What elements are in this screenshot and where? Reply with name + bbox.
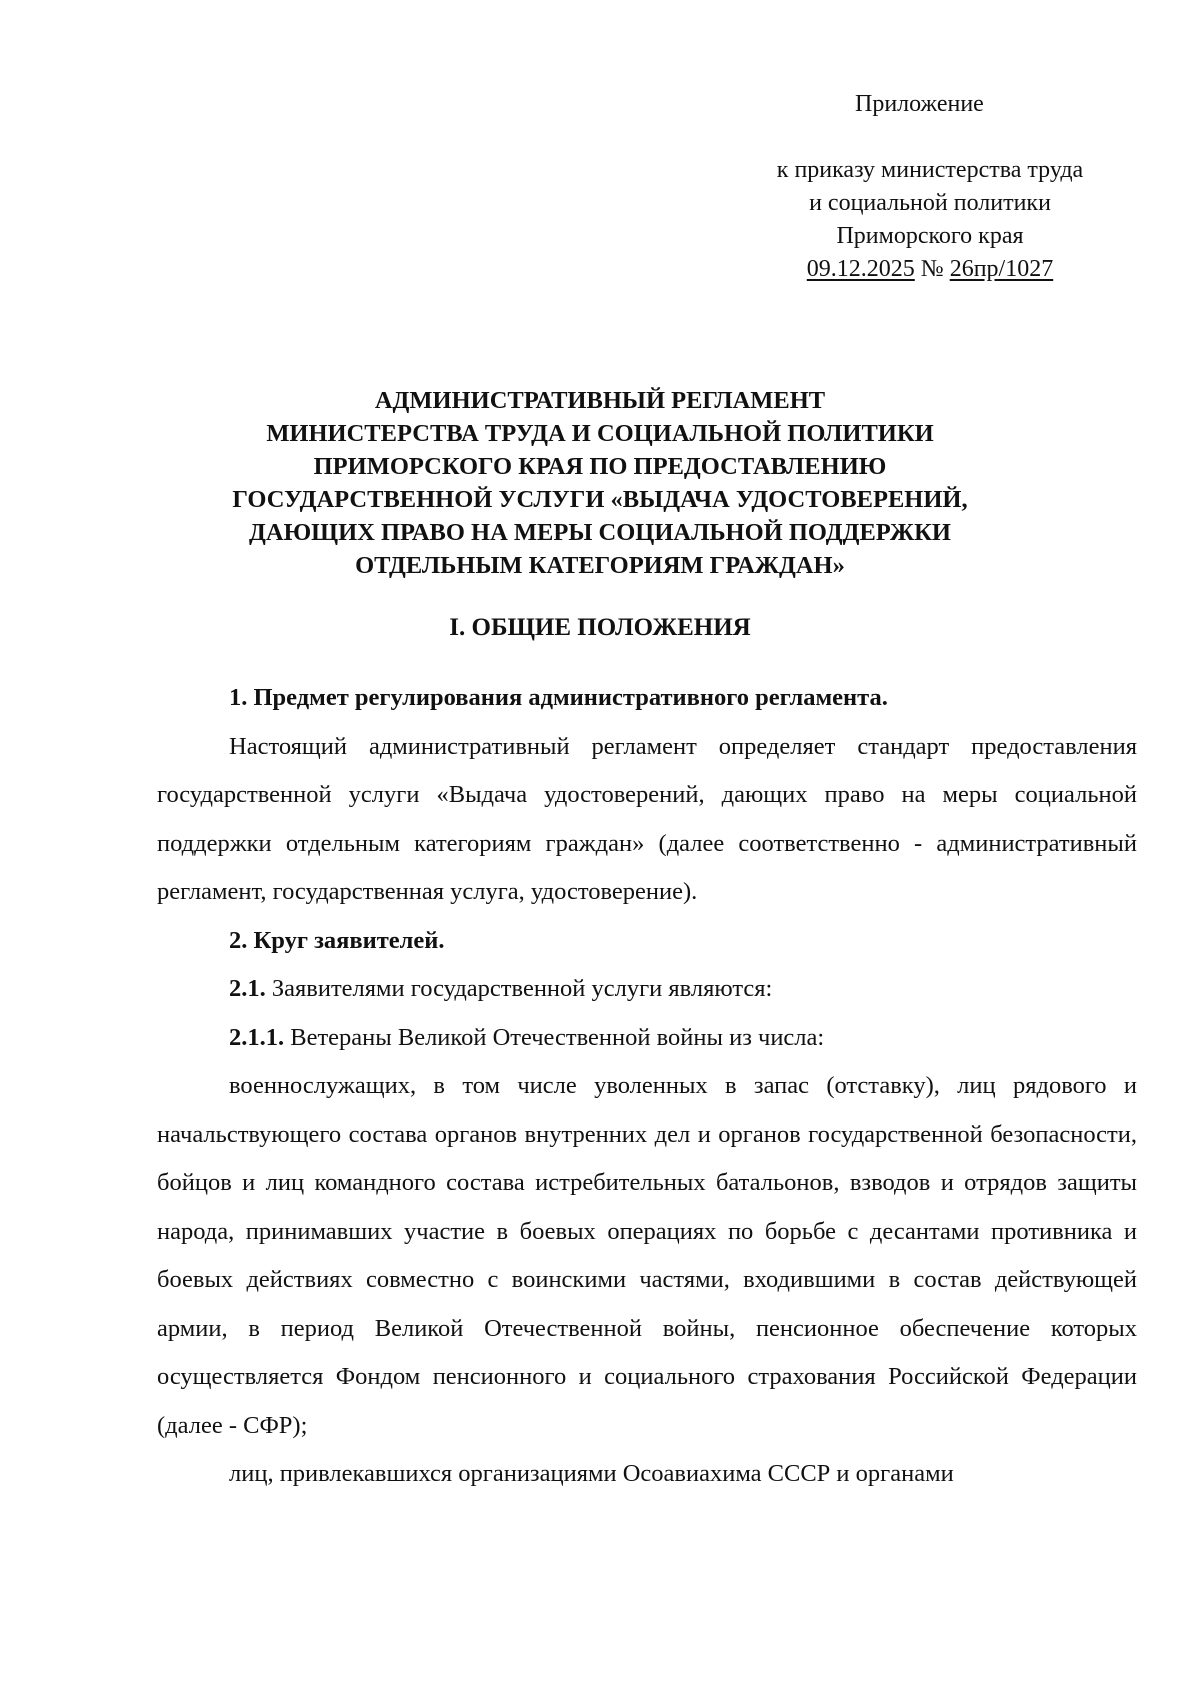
title-line: АДМИНИСТРАТИВНЫЙ РЕГЛАМЕНТ (374, 387, 826, 414)
order-line: Приморского края (836, 223, 1024, 249)
paragraph: лиц, привлекавшихся организациями Осоавиахима СССР и органами (229, 1460, 954, 1487)
appendix-label: Приложение (855, 91, 984, 117)
title-line: ДАЮЩИХ ПРАВО НА МЕРЫ СОЦИАЛЬНОЙ ПОДДЕРЖКИ (249, 519, 951, 546)
title-line: ПРИМОРСКОГО КРАЯ ПО ПРЕДОСТАВЛЕНИЮ (313, 453, 887, 480)
document-title (150, 384, 1050, 582)
item-number: 2.1.1. (229, 1023, 285, 1051)
list-item (157, 965, 1137, 1014)
paragraph: военнослужащих, в том числе уволенных в запас (отставку), лиц рядового и начальствующего состава органов внутренних дел и органов государственной безопасности, бойцов и лиц командного состава истребительных батальонов, взводов и отрядов защиты народа, принимавших участие в боевых операциях по борьбе с десантами противника и боевых действиях совместно с воинскими частями, входившими в состав действующей армии, в период Великой Отечественной войны, пенсионное обеспечение которых осуществляется Фондом пенсионного и социального страхования Российской Федерации (далее - СФР); (157, 1072, 1137, 1439)
title-line: ОТДЕЛЬНЫМ КАТЕГОРИЯМ ГРАЖДАН» (355, 552, 845, 579)
order-date: 09.12.2025 (806, 256, 915, 282)
order-number-sign: № (920, 256, 944, 282)
document-body (157, 674, 1137, 1499)
section-heading: I. ОБЩИЕ ПОЛОЖЕНИЯ (449, 614, 751, 641)
order-reference (740, 154, 1120, 286)
subsection-heading: 1. Предмет регулирования административного регламента. (229, 684, 888, 711)
order-line: и социальной политики (809, 190, 1051, 216)
item-text: Ветераны Великой Отечественной войны из числа: (284, 1023, 825, 1051)
item-text: Заявителями государственной услуги являются: (265, 975, 773, 1002)
order-date-number (740, 253, 1120, 286)
title-line: ГОСУДАРСТВЕННОЙ УСЛУГИ «ВЫДАЧА УДОСТОВЕРЕНИЙ, (232, 486, 968, 513)
list-item (157, 1014, 1137, 1063)
paragraph: Настоящий административный регламент определяет стандарт предоставления государственной услуги «Выдача удостоверений, дающих право на меры социальной поддержки отдельным категориям граждан» (далее соответственно - административный регламент, государственная услуга, удостоверение). (157, 732, 1137, 905)
order-line: к приказу министерства труда (776, 157, 1084, 183)
item-number: 2.1. (229, 975, 266, 1002)
order-number: 26пр/1027 (949, 256, 1054, 282)
subsection-heading: 2. Круг заявителей. (229, 926, 445, 954)
title-line: МИНИСТЕРСТВА ТРУДА И СОЦИАЛЬНОЙ ПОЛИТИКИ (266, 420, 934, 447)
